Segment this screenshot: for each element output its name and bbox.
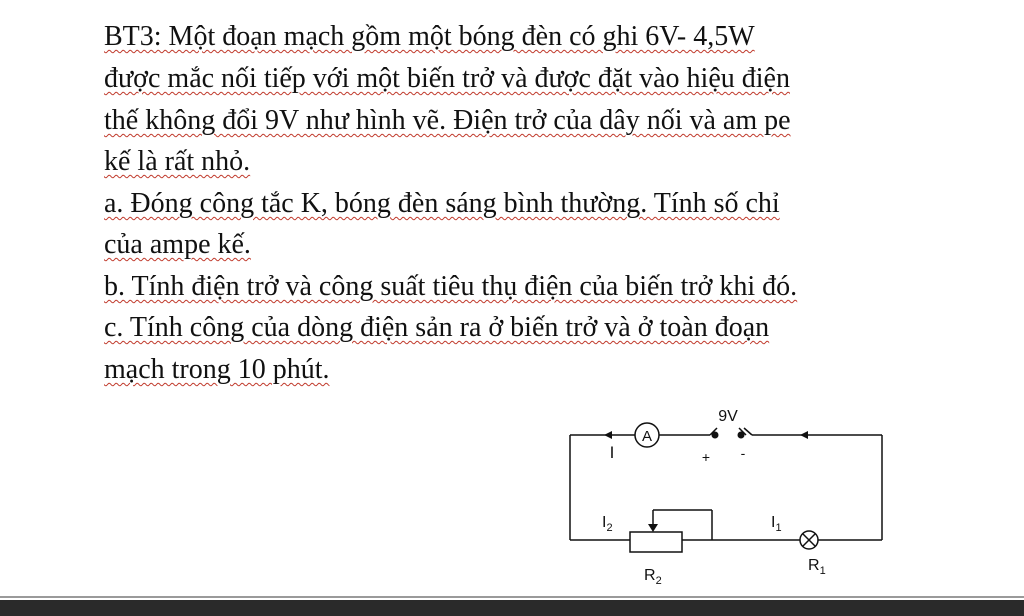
lamp-label-sub: 1 — [819, 565, 826, 577]
question-a-line-2: của ampe kế. — [104, 229, 251, 260]
problem-line-2: được mắc nối tiếp với một biến trở và được đặt vào hiệu điện — [104, 63, 790, 94]
rheostat-body — [630, 532, 682, 552]
source-terminal-plus — [712, 432, 719, 439]
current-2-sub: 2 — [606, 522, 613, 534]
problem-line-1: BT3: Một đoạn mạch gồm một bóng đèn có ghi 6V- 4,5W — [104, 21, 755, 52]
bottom-bar — [0, 600, 1024, 616]
current-2-label — [602, 514, 613, 534]
source-voltage-label: 9V — [718, 408, 738, 425]
question-c-line-1: c. Tính công của dòng điện sản ra ở biến trở và ở toàn đoạn — [104, 312, 770, 343]
rheostat-label — [644, 567, 662, 587]
lamp-label — [808, 557, 826, 577]
bottom-divider — [0, 596, 1024, 598]
current-1-label — [771, 514, 782, 534]
question-c-line-2: mạch trong 10 phút. — [104, 354, 330, 385]
ammeter-label: A — [641, 428, 653, 445]
question-a-line-1: a. Đóng công tắc K, bóng đèn sáng bình thường. Tính số chỉ — [104, 188, 780, 219]
source-minus-label: - — [740, 445, 746, 461]
current-2-main: I — [602, 514, 607, 531]
rheostat-label-sub: 2 — [655, 575, 662, 587]
current-arrow-top-right — [800, 431, 808, 439]
circuit-diagram — [560, 400, 900, 600]
source-terminal-minus — [738, 432, 745, 439]
problem-line-4: kế là rất nhỏ. — [104, 146, 251, 177]
lamp-label-main: R — [808, 557, 820, 574]
rheostat-label-main: R — [644, 567, 656, 584]
current-arrow-top-left — [604, 431, 612, 439]
source-plus-label: + — [701, 449, 711, 465]
current-main-label: I — [609, 443, 615, 462]
question-b: b. Tính điện trở và công suất tiêu thụ điện của biến trở khi đó. — [104, 271, 798, 302]
rheostat-slider-arrow — [648, 524, 658, 532]
current-1-sub: 1 — [775, 522, 782, 534]
problem-line-3: thế không đổi 9V như hình vẽ. Điện trở của dây nối và am pe — [104, 105, 791, 136]
current-1-main: I — [771, 514, 776, 531]
